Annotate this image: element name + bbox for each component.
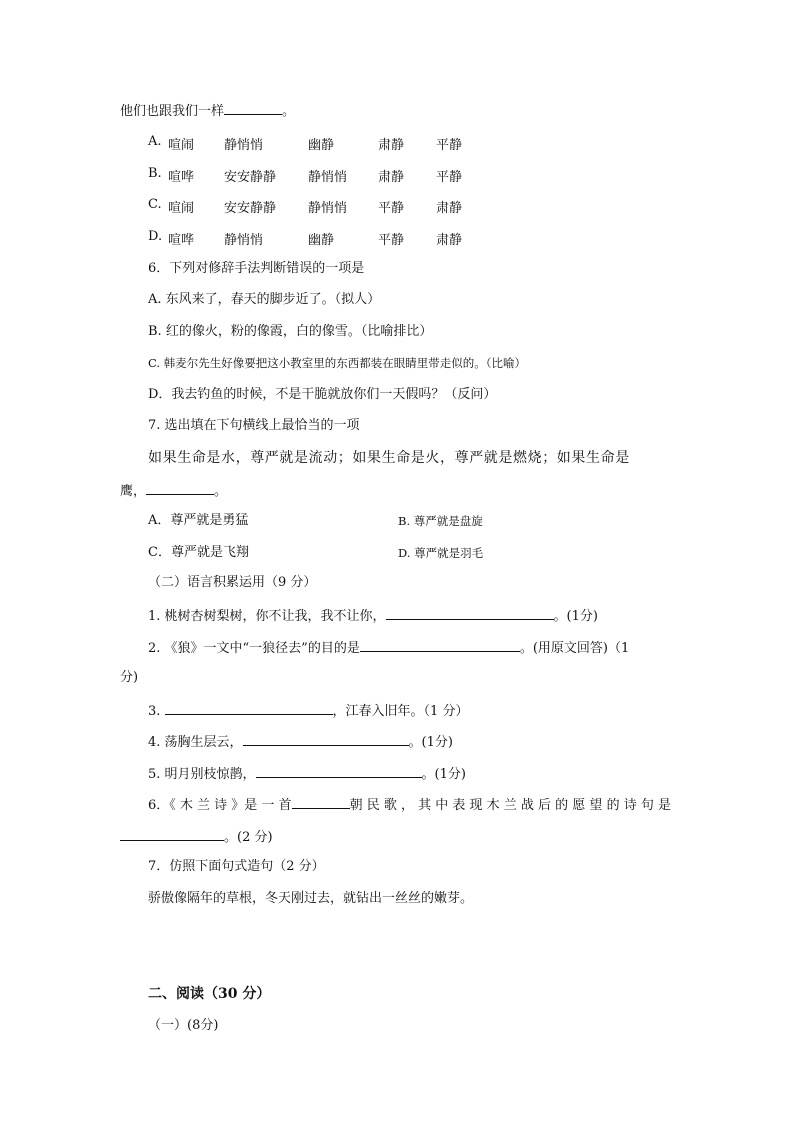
answer-blank (360, 639, 520, 652)
option-word: 安安静静 (224, 201, 277, 216)
option-word: 喧闹 (168, 201, 195, 216)
q5-stem-end: 。 (282, 104, 296, 119)
option-word: 静悄悄 (308, 201, 348, 216)
q6-option-b: B. 红的像火，粉的像霞，白的像雪。（比喻排比） (148, 324, 433, 339)
q7-sentence-line2 (120, 482, 227, 500)
q7-line2-end: 。 (214, 484, 228, 499)
option-letter: B. (148, 166, 162, 181)
item-1-text: 1. 桃树杏树梨树，你不让我，我不让你， (148, 609, 386, 624)
item-2-continued: 分) (120, 670, 139, 685)
item-6-continued (120, 828, 273, 846)
item-4-score: 。(1分) (408, 735, 453, 750)
option-word: 静悄悄 (224, 138, 264, 153)
option-word: 平静 (436, 138, 463, 153)
item-6 (148, 796, 671, 814)
item-5-text: 5. 明月别枝惊鹊， (148, 767, 256, 782)
option-word: 静悄悄 (308, 170, 348, 185)
q7-option-c: C．尊严就是飞翔 (148, 545, 249, 560)
q6-stem: 6．下列对修辞手法判断错误的一项是 (148, 261, 365, 276)
answer-blank (386, 607, 554, 620)
answer-blank (165, 702, 333, 715)
item-4 (148, 733, 453, 751)
option-word: 静悄悄 (224, 233, 264, 248)
q7-stem: 7. 选出填在下句横线上最恰当的一项 (148, 418, 360, 433)
option-word: 安安静静 (224, 170, 277, 185)
q7-line2-text: 鹰， (120, 484, 147, 499)
item-4-text: 4. 荡胸生层云， (148, 735, 243, 750)
q6-option-d: D．我去钓鱼的时候，不是干脆就放你们一天假吗？（反问） (148, 387, 497, 402)
item-6-score: 。(2 分) (224, 830, 273, 845)
q7-option-a: A．尊严就是勇猛 (148, 513, 249, 528)
q6-option-c: C. 韩麦尔先生好像要把这小教室里的东西都装在眼睛里带走似的。（比喻） (148, 356, 526, 370)
option-word: 平静 (378, 201, 405, 216)
option-word: 喧哗 (168, 170, 195, 185)
answer-blank (146, 482, 214, 495)
option-word: 喧哗 (168, 233, 195, 248)
item-6-text: 6．《 木 兰 诗 》是 一 首 (148, 798, 292, 813)
item-7: 7．仿照下面句式造句（2 分） (148, 859, 325, 874)
item-5-score: 。(1分) (421, 767, 466, 782)
option-word: 肃静 (436, 233, 463, 248)
option-word: 幽静 (308, 233, 335, 248)
item-1-score: 。(1分) (553, 609, 598, 624)
option-letter: D. (148, 229, 163, 244)
reading-subsection: （一）(8分) (148, 1018, 219, 1033)
q7-sentence-line1: 如果生命是水，尊严就是流动；如果生命是火，尊严就是燃烧；如果生命是 (148, 450, 630, 466)
q6-option-a: A. 东风来了，春天的脚步近了。（拟人） (148, 292, 381, 307)
section-heading: （二）语言积累运用（9 分） (148, 575, 317, 590)
option-word: 平静 (378, 233, 405, 248)
option-word: 肃静 (436, 201, 463, 216)
item-3-text: ，江春入旧年。（1 分） (332, 704, 469, 719)
answer-blank (224, 102, 282, 115)
answer-blank (243, 733, 409, 746)
item-3-number: 3. (148, 704, 161, 719)
option-word: 肃静 (378, 138, 405, 153)
item-7-sentence: 骄傲像隔年的草根，冬天刚过去，就钻出一丝丝的嫩芽。 (148, 891, 474, 906)
option-letter: A. (148, 134, 162, 149)
item-5 (148, 765, 466, 783)
q5-stem (120, 102, 295, 120)
item-2 (148, 639, 629, 657)
option-letter: C. (148, 197, 162, 212)
item-3 (148, 702, 468, 720)
option-word: 幽静 (308, 138, 335, 153)
q7-option-d: D. 尊严就是羽毛 (398, 546, 484, 560)
answer-blank (256, 765, 422, 778)
q5-stem-text: 他们也跟我们一样 (120, 104, 225, 119)
part-heading: 二、阅读（30 分） (148, 986, 271, 1002)
item-6-text-cont: 朝 民 歌 ， 其 中 表 现 木 兰 战 后 的 愿 望 的 诗 句 是 (349, 798, 671, 813)
q7-option-b: B. 尊严就是盘旋 (398, 514, 483, 528)
item-2-text: 2. 《狼》一文中“一狼径去”的目的是 (148, 641, 360, 656)
item-2-score: 。(用原文回答)（1 (519, 641, 630, 656)
answer-blank (292, 796, 350, 809)
answer-blank (120, 828, 224, 841)
item-1 (148, 607, 598, 625)
option-word: 喧闹 (168, 138, 195, 153)
option-word: 平静 (436, 170, 463, 185)
option-word: 肃静 (378, 170, 405, 185)
